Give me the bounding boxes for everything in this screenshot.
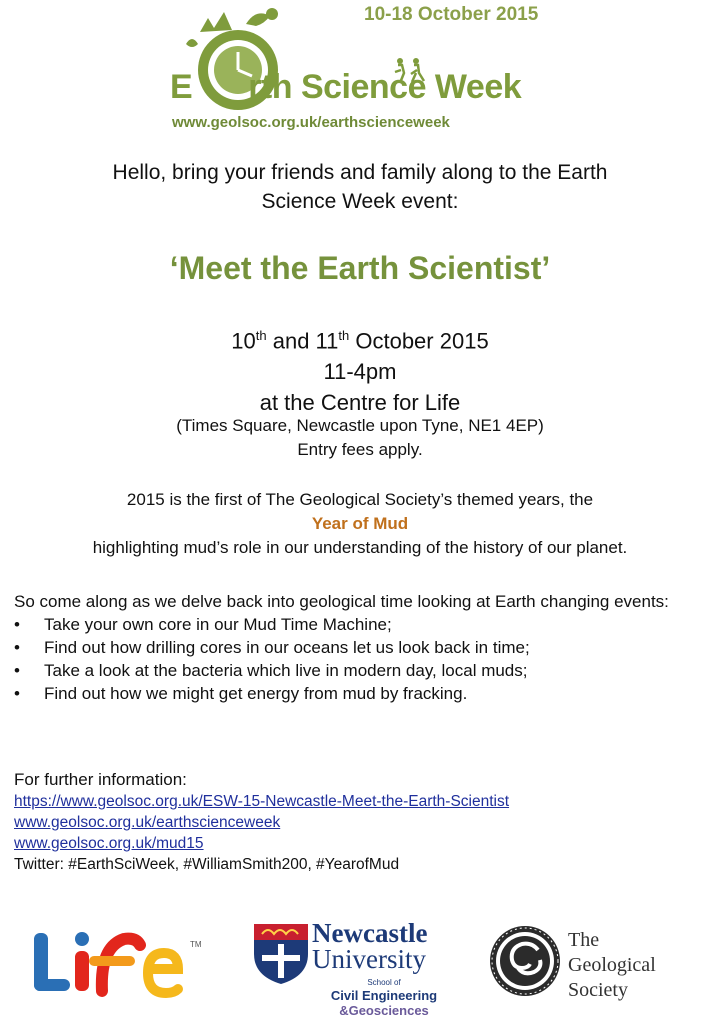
theme-line-3: highlighting mud’s role in our understanding of the history of our planet.: [92, 538, 628, 557]
entry-fees: Entry fees apply.: [297, 440, 423, 459]
logo-rest: rth Science Week: [248, 68, 522, 106]
ncl-dept-line-2: &Geosciences: [339, 1003, 429, 1018]
list-item: • Find out how drilling cores in our oceans let us look back in time;: [14, 636, 704, 659]
ncl-name-line-1: Newcastle: [312, 918, 428, 948]
ncl-name-line-2: University: [312, 944, 426, 974]
gs-line-1: The: [568, 929, 600, 951]
activities-list: [14, 613, 704, 705]
date-day-2: and 11: [266, 328, 339, 354]
list-item: • Take a look at the bacteria which live in modern day, local muds;: [14, 659, 704, 682]
logo-url: www.geolsoc.org.uk/earthscienceweek: [172, 114, 450, 131]
intro-line-2: Science Week event:: [261, 190, 459, 213]
event-address-block: [0, 414, 720, 462]
event-address: (Times Square, Newcastle upon Tyne, NE1 4EP): [176, 416, 544, 435]
link-event-page[interactable]: https://www.geolsoc.org.uk/ESW-15-Newcastle-Meet-the-Earth-Scientist: [14, 793, 510, 810]
date-suffix-1: th: [255, 328, 267, 343]
date-month-year: October 2015: [349, 328, 489, 354]
earth-science-week-title: [170, 68, 521, 107]
event-title: ‘Meet the Earth Scientist’: [169, 250, 551, 286]
event-when: [0, 320, 720, 418]
info-heading: For further information:: [14, 770, 187, 789]
further-info: [14, 768, 704, 875]
earth-science-week-logo: [0, 0, 720, 140]
event-venue: at the Centre for Life: [259, 390, 461, 416]
ncl-department: [304, 988, 464, 1018]
date-suffix-2: th: [338, 328, 350, 343]
link-mud15[interactable]: www.geolsoc.org.uk/mud15: [14, 835, 204, 852]
event-time: 11-4pm: [323, 359, 397, 385]
theme-text: [0, 488, 720, 560]
newcastle-crest-icon: [252, 922, 310, 986]
gs-line-2: Geological: [568, 954, 656, 976]
newcastle-university-name: [312, 920, 427, 972]
activities-intro: So come along as we delve back into geological time looking at Earth changing events:: [14, 592, 669, 611]
intro-text: [0, 158, 720, 216]
ncl-dept-line-1: Civil Engineering: [330, 988, 438, 1003]
sponsor-logos: [0, 910, 720, 1024]
theme-line-1: 2015 is the first of The Geological Society’s themed years, the: [126, 490, 594, 509]
logo-first-letter: E: [170, 68, 193, 106]
link-earth-science-week[interactable]: www.geolsoc.org.uk/earthscienceweek: [14, 814, 281, 831]
event-dates: [0, 320, 720, 356]
ncl-school-label: School of: [367, 978, 401, 987]
intro-line-1: Hello, bring your friends and family along to the Earth: [112, 161, 608, 184]
activities-section: [14, 590, 704, 705]
life-logo: [30, 925, 190, 1005]
year-of-mud: Year of Mud: [311, 514, 409, 533]
geological-society-seal-icon: [488, 924, 562, 998]
gs-line-3: Society: [568, 979, 628, 1001]
geological-society-name: [568, 928, 656, 1003]
list-item: • Find out how we might get energy from mud by fracking.: [14, 682, 704, 705]
life-trademark: TM: [190, 940, 202, 949]
twitter-hashtags: Twitter: #EarthSciWeek, #WilliamSmith200, #YearofMud: [14, 856, 400, 873]
festival-dates: 10-18 October 2015: [364, 4, 539, 25]
list-item: • Take your own core in our Mud Time Machine;: [14, 613, 704, 636]
date-day-1: 10: [231, 328, 256, 354]
